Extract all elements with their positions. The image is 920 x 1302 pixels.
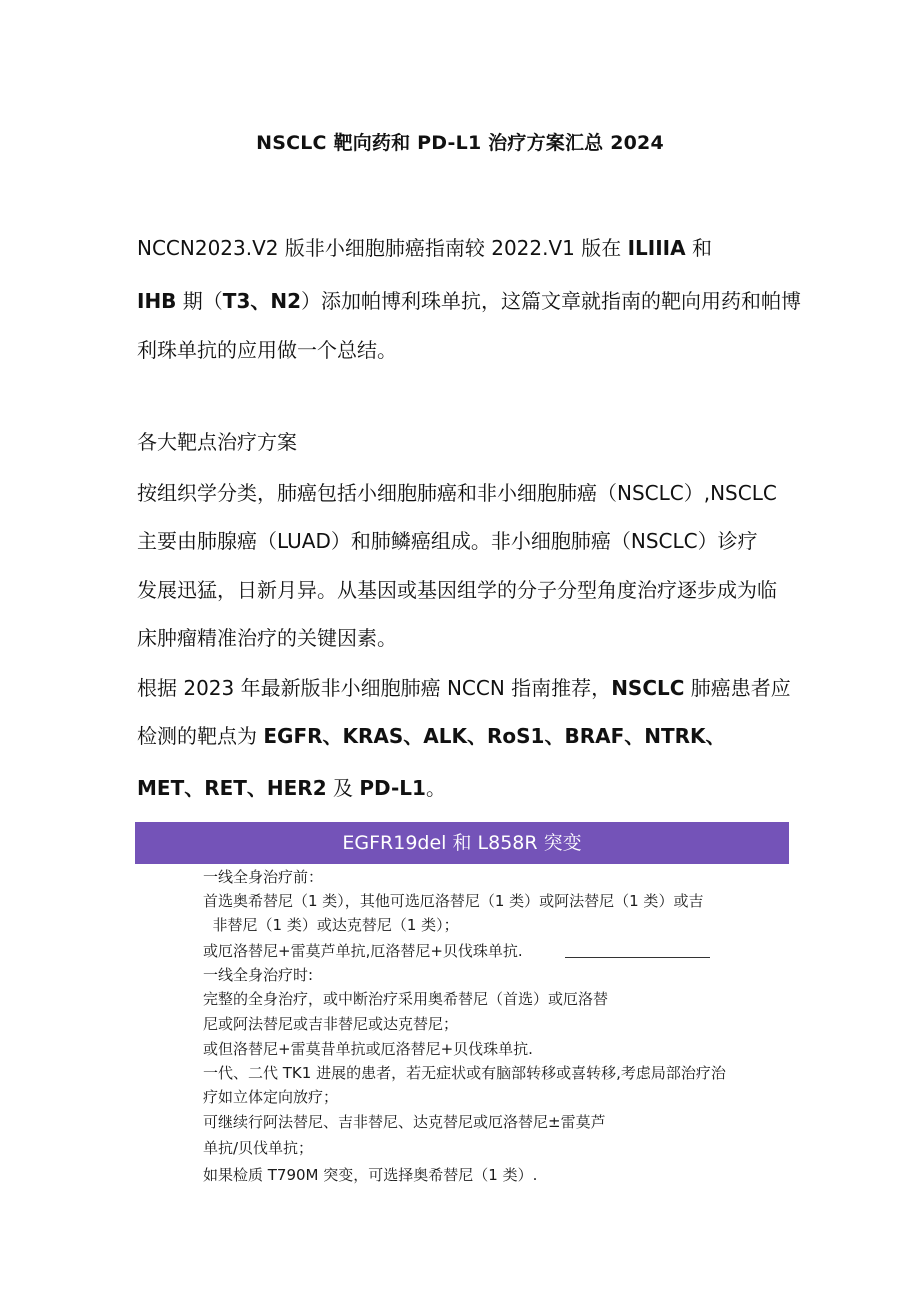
treatment-line: 一代、二代 TK1 进展的患者，若无症状或有脑部转移或喜转移,考虑局部治疗治 [203, 1064, 726, 1082]
paragraph-text: 肺癌患者应 [684, 676, 791, 700]
target-list: PD-L1 [359, 776, 426, 800]
treatment-line: 非替尼（1 类）或达克替尼（1 类）； [203, 916, 459, 934]
intro-line-1 [137, 234, 712, 262]
paragraph-1-line-3: 发展迅猛，日新月异。从基因或基因组学的分子分型角度治疗逐步成为临 [137, 578, 777, 602]
treatment-line: 单抗/贝伐单抗； [203, 1139, 314, 1157]
paragraph-text: 。 [425, 776, 446, 800]
paragraph-2-line-2 [137, 722, 726, 750]
intro-text: NCCN2023.V2 版非小细胞肺癌指南较 2022.V1 版在 [137, 236, 628, 260]
intro-text: ）添加帕博利珠单抗，这篇文章就指南的靶向用药和帕博 [301, 289, 802, 313]
paragraph-text: 检测的靶点为 [137, 724, 264, 748]
intro-stage: T3、N2 [222, 289, 302, 313]
target-list: MET、RET、HER2 [137, 776, 327, 800]
treatment-line: 或厄洛替尼+雷莫芦单抗,厄洛替尼+贝伐珠单抗. [203, 942, 523, 960]
treatment-line: 尼或阿法替尼或吉非替尼或达克替尼； [203, 1015, 459, 1033]
intro-text: 期（ [176, 289, 223, 313]
intro-stage: ILIIIA [627, 236, 686, 260]
mutation-banner: EGFR19del 和 L858R 突变 [135, 822, 789, 864]
paragraph-2-line-1 [137, 674, 791, 702]
paragraph-text: 及 [326, 776, 360, 800]
paragraph-bold: NSCLC [611, 676, 685, 700]
paragraph-1-line-4: 床肿瘤精准治疗的关键因素。 [137, 626, 397, 650]
target-list: EGFR、KRAS、ALK、RoS1、BRAF、NTRK、 [263, 724, 726, 748]
treatment-line: 一线全身治疗前： [203, 868, 324, 886]
paragraph-1-line-2: 主要由肺腺癌（LUAD）和肺鳞癌组成。非小细胞肺癌（NSCLC）诊疗 [137, 529, 758, 553]
document-title: NSCLC 靶向药和 PD-L1 治疗方案汇总 2024 [256, 132, 664, 154]
section-heading: 各大靶点治疗方案 [137, 430, 297, 454]
intro-line-2 [137, 287, 801, 315]
treatment-line: 首选奥希替尼（1 类），其他可选厄洛替尼（1 类）或阿法替尼（1 类）或吉 [203, 892, 704, 910]
underline-rule [565, 957, 710, 958]
treatment-line: 完整的全身治疗，或中断治疗采用奥希替尼（首选）或厄洛替 [203, 990, 609, 1008]
treatment-line: 一线全身治疗时: [203, 966, 314, 984]
treatment-line: 疗如立体定向放疗； [203, 1088, 339, 1106]
treatment-line: 可继续行阿法替尼、吉非替尼、达克替尼或厄洛替尼±雷莫芦 [203, 1113, 606, 1131]
intro-stage: IHB [137, 289, 177, 313]
intro-line-3: 利珠单抗的应用做一个总结。 [137, 338, 397, 362]
paragraph-text: 根据 2023 年最新版非小细胞肺癌 NCCN 指南推荐， [137, 676, 612, 700]
paragraph-1-line-1: 按组织学分类，肺癌包括小细胞肺癌和非小细胞肺癌（NSCLC）,NSCLC [137, 481, 777, 505]
paragraph-2-line-3 [137, 774, 446, 802]
treatment-line: 如果检质 T790M 突变，可选择奥希替尼（1 类）. [203, 1166, 538, 1184]
treatment-line: 或但洛替尼+雷莫昔单抗或厄洛替尼+贝伐珠单抗. [203, 1040, 533, 1058]
intro-text: 和 [685, 236, 712, 260]
